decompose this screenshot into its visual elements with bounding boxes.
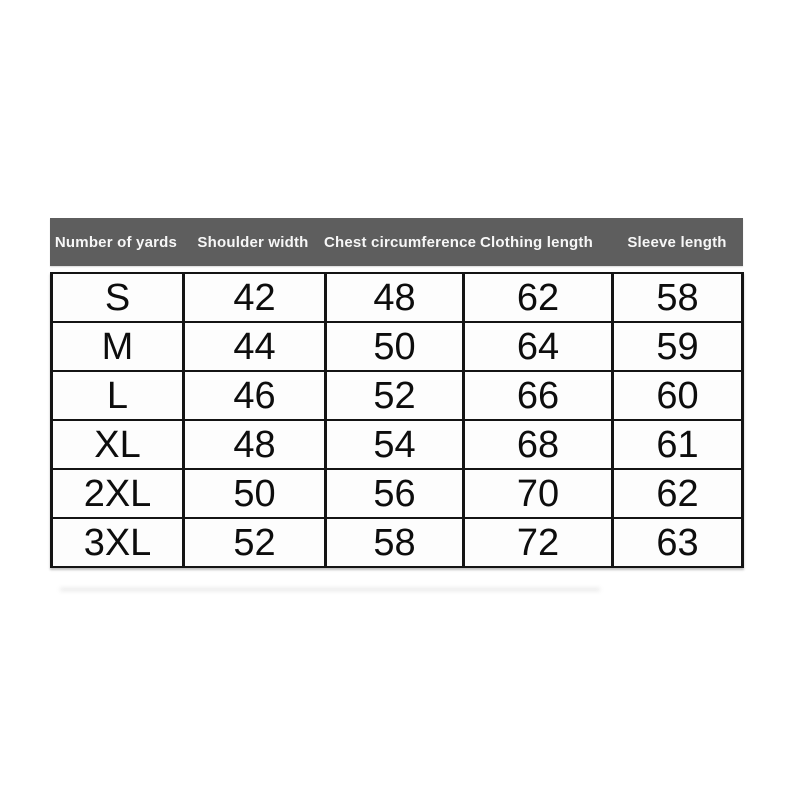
table-row-xl — [52, 420, 743, 469]
shoulder-width-cell: 50 — [184, 469, 326, 518]
size-cell: L — [52, 371, 184, 420]
size-cell: XL — [52, 420, 184, 469]
sleeve-length-cell: 58 — [613, 273, 743, 322]
table-row-s — [52, 273, 743, 322]
size-chart — [50, 218, 743, 568]
clothing-length-cell: 64 — [464, 322, 613, 371]
sleeve-length-cell: 60 — [613, 371, 743, 420]
shoulder-width-cell: 48 — [184, 420, 326, 469]
shoulder-width-cell: 42 — [184, 273, 326, 322]
column-header-number-of-yards: Number of yards — [54, 233, 178, 251]
chest-circumference-cell: 56 — [326, 469, 464, 518]
clothing-length-cell: 72 — [464, 518, 613, 567]
column-header-clothing-length: Clothing length — [480, 233, 593, 251]
size-cell: S — [52, 273, 184, 322]
table-row-3xl — [52, 518, 743, 567]
table-header-row — [50, 218, 743, 266]
chest-circumference-cell: 48 — [326, 273, 464, 322]
chest-circumference-cell: 52 — [326, 371, 464, 420]
column-header-shoulder-width: Shoulder width — [197, 233, 309, 251]
table-row-l — [52, 371, 743, 420]
table-row-m — [52, 322, 743, 371]
clothing-length-cell: 70 — [464, 469, 613, 518]
shoulder-width-cell: 46 — [184, 371, 326, 420]
table-row-2xl — [52, 469, 743, 518]
size-cell: M — [52, 322, 184, 371]
size-cell: 2XL — [52, 469, 184, 518]
size-table-grid — [50, 272, 744, 568]
sleeve-length-cell: 61 — [613, 420, 743, 469]
clothing-length-cell: 68 — [464, 420, 613, 469]
shoulder-width-cell: 52 — [184, 518, 326, 567]
column-header-chest-circumference: Chest circumference — [324, 233, 477, 251]
sleeve-length-cell: 59 — [613, 322, 743, 371]
shoulder-width-cell: 44 — [184, 322, 326, 371]
sleeve-length-cell: 63 — [613, 518, 743, 567]
clothing-length-cell: 62 — [464, 273, 613, 322]
clothing-length-cell: 66 — [464, 371, 613, 420]
photo-shadow-artifact — [60, 588, 600, 591]
size-cell: 3XL — [52, 518, 184, 567]
column-header-sleeve-length: Sleeve length — [627, 233, 727, 251]
chest-circumference-cell: 54 — [326, 420, 464, 469]
sleeve-length-cell: 62 — [613, 469, 743, 518]
chest-circumference-cell: 50 — [326, 322, 464, 371]
chest-circumference-cell: 58 — [326, 518, 464, 567]
